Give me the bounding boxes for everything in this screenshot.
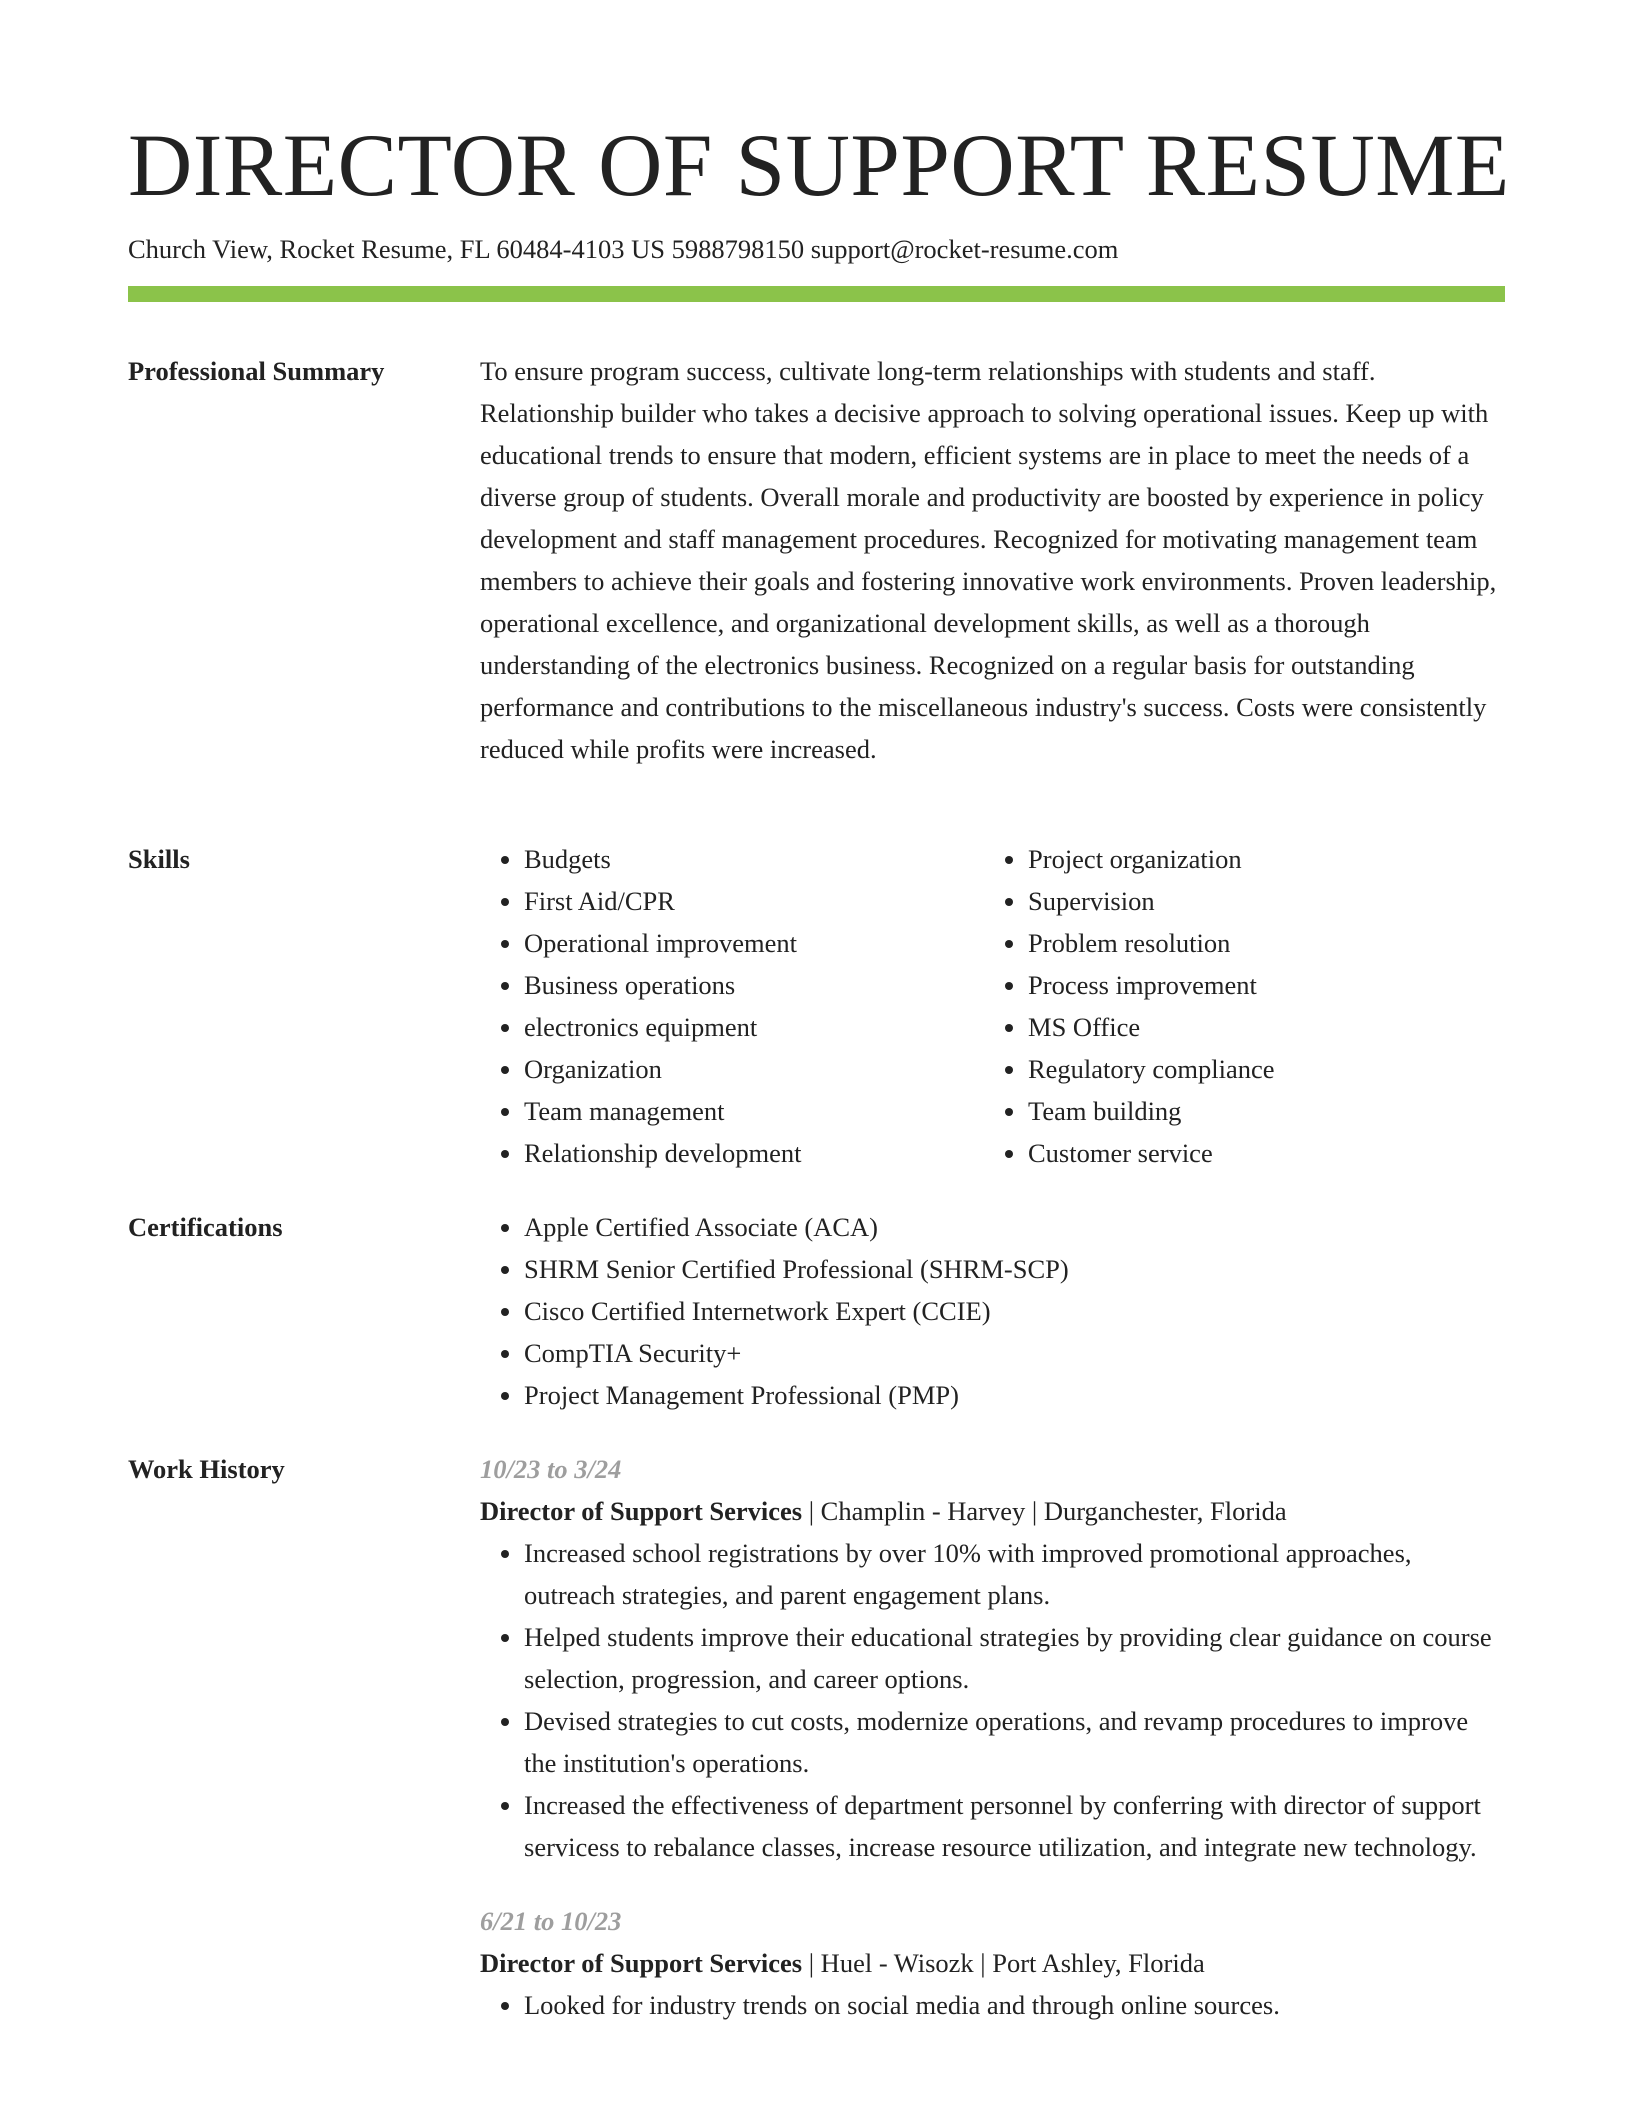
section-certifications <box>128 1206 1505 1426</box>
job-dates: 6/21 to 10/23 <box>480 1906 622 1936</box>
job-entry <box>480 1448 1505 1868</box>
certification-item: • CompTIA Security+ <box>524 1332 1505 1374</box>
work-history-body <box>480 1448 1505 2058</box>
skill-item: • Operational improvement <box>524 922 984 964</box>
skill-item: • Supervision <box>1028 880 1488 922</box>
contact-line: Church View, Rocket Resume, FL 60484-4103 US 5988798150 support@rocket-resume.com <box>128 234 1119 264</box>
skills-list-left <box>480 838 984 1174</box>
resume-title: DIRECTOR OF SUPPORT RESUME <box>128 117 1510 215</box>
section-summary <box>128 350 1505 810</box>
skill-item: • MS Office <box>1028 1006 1488 1048</box>
skill-item: • First Aid/CPR <box>524 880 984 922</box>
job-header <box>480 1490 1505 1532</box>
skill-item: • Regulatory compliance <box>1028 1048 1488 1090</box>
job-title: Director of Support Services <box>480 1496 803 1526</box>
skill-item: • Process improvement <box>1028 964 1488 1006</box>
summary-text: To ensure program success, cultivate long-term relationships with students and staff. Relationship builder who takes a decisive approach to solving operational issues. Keep up with educational trends to ensure that modern, efficient systems are in place to meet the needs of a diverse group of students. Overall morale and productivity are boosted by experience in policy development and staff management procedures. Recognized for motivating management team members to achieve their goals and fostering innovative work environments. Proven leadership, operational excellence, and organizational development skills, as well as a thorough understanding of the electronics business. Recognized on a regular basis for outstanding performance and contributions to the miscellaneous industry's success. Costs were consistently reduced while profits were increased. <box>480 356 1497 764</box>
job-entry <box>480 1900 1505 2026</box>
skill-item: • Team management <box>524 1090 984 1132</box>
skill-item: • Project organization <box>1028 838 1488 880</box>
skill-item: • Team building <box>1028 1090 1488 1132</box>
skill-item: • Budgets <box>524 838 984 880</box>
skill-item: • Problem resolution <box>1028 922 1488 964</box>
certification-item: • Apple Certified Associate (ACA) <box>524 1206 1505 1248</box>
skills-grid <box>480 838 1505 1174</box>
certification-item: • Project Management Professional (PMP) <box>524 1374 1505 1416</box>
job-bullet: • Increased school registrations by over 10% with improved promotional approaches, outreach strategies, and parent engagement plans. <box>524 1532 1505 1616</box>
section-title-certifications: Certifications <box>128 1212 283 1242</box>
job-title: Director of Support Services <box>480 1948 803 1978</box>
summary-body <box>480 350 1505 770</box>
skill-item: • electronics equipment <box>524 1006 984 1048</box>
skill-item: • Customer service <box>1028 1132 1488 1174</box>
job-bullet: • Devised strategies to cut costs, modernize operations, and revamp procedures to improve the institution's operations. <box>524 1700 1505 1784</box>
section-skills <box>128 838 1505 1178</box>
job-bullets <box>480 1532 1505 1868</box>
job-details: | Champlin - Harvey | Durganchester, Florida <box>802 1496 1287 1526</box>
job-bullet: • Helped students improve their educational strategies by providing clear guidance on course selection, progression, and career options. <box>524 1616 1505 1700</box>
job-header <box>480 1942 1505 1984</box>
skills-column-right <box>984 838 1488 1174</box>
section-work-history <box>128 1448 1505 2108</box>
job-bullet: • Increased the effectiveness of department personnel by conferring with director of support servicess to rebalance classes, increase resource utilization, and integrate new technology. <box>524 1784 1505 1868</box>
job-bullet: • Looked for industry trends on social media and through online sources. <box>524 1984 1505 2026</box>
job-bullets <box>480 1984 1505 2026</box>
section-title-work-history: Work History <box>128 1454 285 1484</box>
skill-item: • Business operations <box>524 964 984 1006</box>
job-dates: 10/23 to 3/24 <box>480 1454 622 1484</box>
certification-item: • SHRM Senior Certified Professional (SHRM-SCP) <box>524 1248 1505 1290</box>
section-title-summary: Professional Summary <box>128 356 385 386</box>
skills-list-right <box>984 838 1488 1174</box>
certifications-body <box>480 1206 1505 1416</box>
header-divider <box>128 286 1505 302</box>
skills-column-left <box>480 838 984 1174</box>
certifications-list <box>480 1206 1505 1416</box>
skill-item: • Organization <box>524 1048 984 1090</box>
certification-item: • Cisco Certified Internetwork Expert (CCIE) <box>524 1290 1505 1332</box>
section-title-skills: Skills <box>128 844 190 874</box>
job-details: | Huel - Wisozk | Port Ashley, Florida <box>802 1948 1205 1978</box>
skill-item: • Relationship development <box>524 1132 984 1174</box>
